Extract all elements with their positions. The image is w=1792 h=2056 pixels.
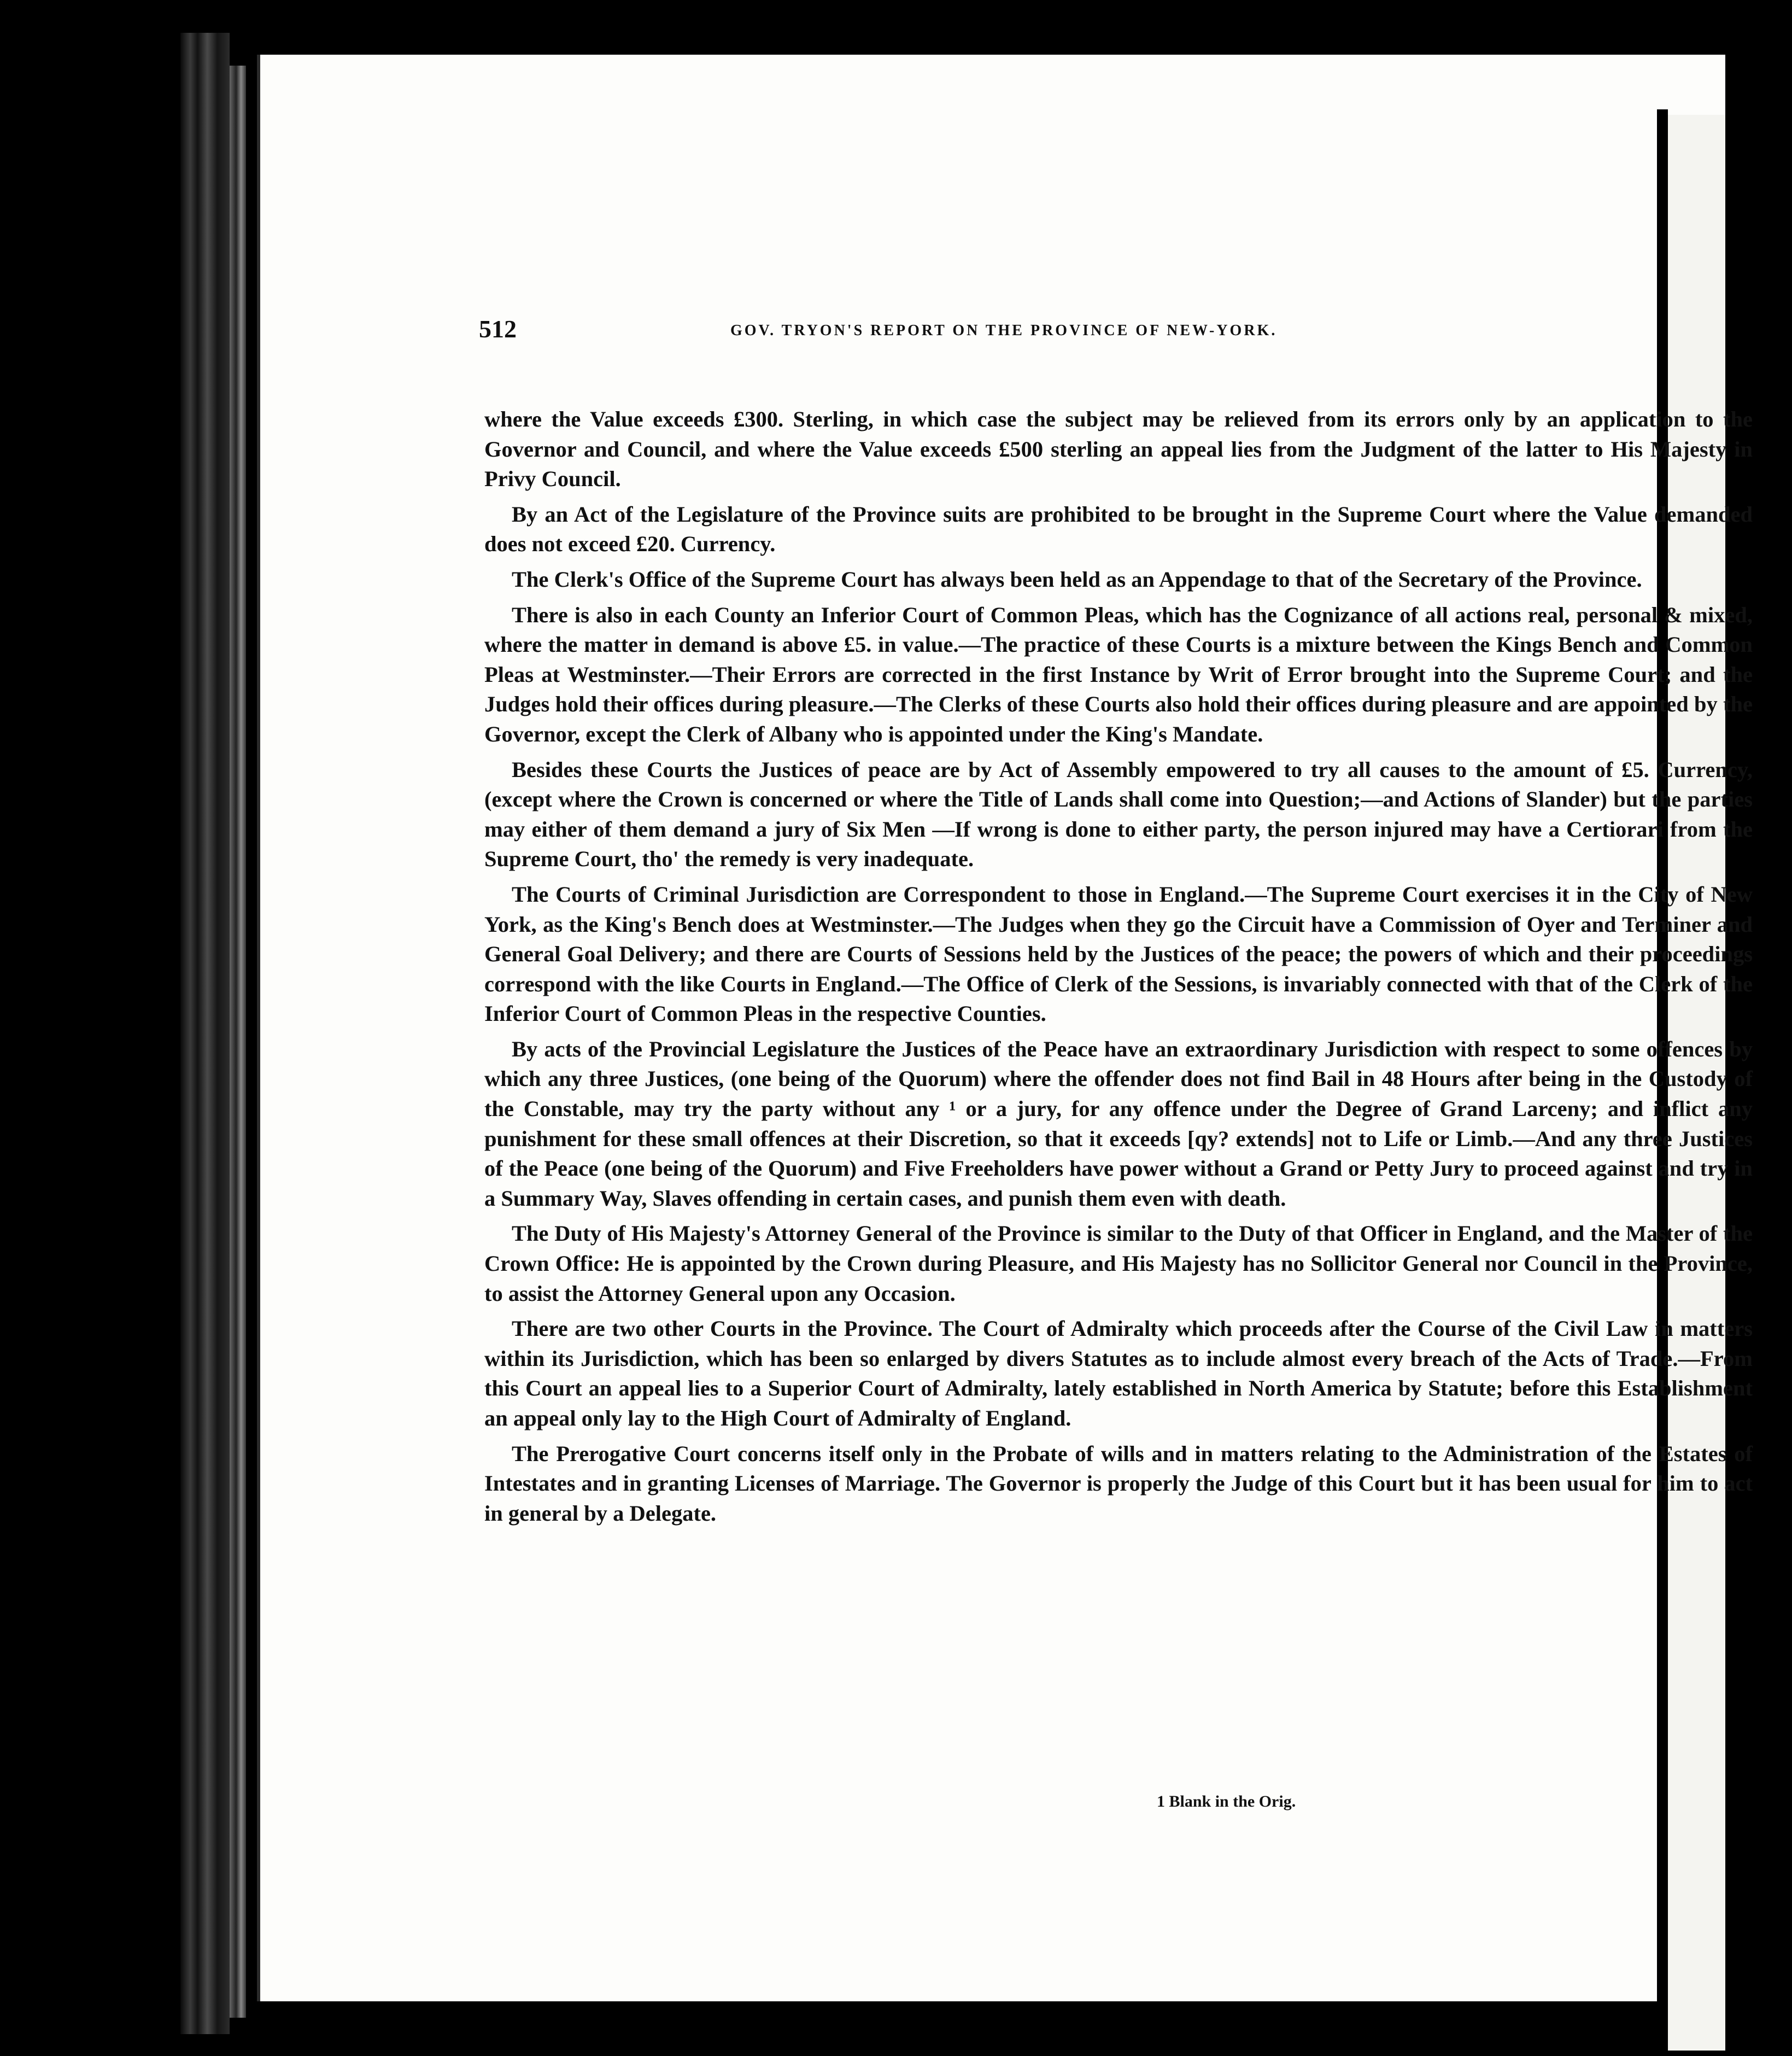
paragraph: The Duty of His Majesty's Attorney General of the Province is similar to the Duty of that Officer in England, and the Master of the Crown Office: He is appointed by the Crown during Pleasure, and His Majesty has no Sollicitor General nor Council in the Province, to assist the Attorney General upon any Occasion. <box>484 1221 1753 1306</box>
running-head: GOV. TRYON'S REPORT ON THE PROVINCE OF NEW-YORK. <box>730 322 1278 339</box>
footnote: 1 Blank in the Orig. <box>1157 1792 1296 1810</box>
paragraph: By acts of the Provincial Legislature the Justices of the Peace have an extraordinary Jurisdiction with respect to some offences by which any three Justices, (one being of the Quorum) where the offender does not find Bail in 48 Hours after being in the Custody of the Constable, may try the party without any ¹ or a jury, for any offence under the Degree of Grand Larceny; and inflict any punishment for these small offences at their Discretion, so that it exceeds [qy? extends] not to Life or Limb.—And any three Justices of the Peace (one being of the Quorum) and Five Freeholders have power without a Grand or Petty Jury to proceed against and try in a Summary Way, Slaves offending in certain cases, and punish them even with death. <box>484 1036 1753 1211</box>
paragraph: The Courts of Criminal Jurisdiction are Correspondent to those in England.—The Supreme Court exercises it in the City of New York, as the King's Bench does at Westminster.—The Judges when they go the Circuit have a Commission of Oyer and Terminer and General Goal Delivery; and there are Courts of Sessions held by the Justices of the peace; the powers of which and their proceedings correspond with the like Courts in England.—The Office of Clerk of the Sessions, is invariably connected with that of the Clerk of the Inferior Court of Common Pleas in the respective Counties. <box>484 881 1753 1026</box>
body-text <box>484 405 1753 1534</box>
paragraph: where the Value exceeds £300. Sterling, in which case the subject may be relieved from its errors only by an application to the Governor and Council, and where the Value exceeds £500 sterling an appeal lies from the Judgment of the latter to His Majesty in Privy Council. <box>484 407 1753 492</box>
paragraph: There are two other Courts in the Province. The Court of Admiralty which proceeds after the Course of the Civil Law in matters within its Jurisdiction, which has been so enlarged by divers Statutes as to include almost every breach of the Acts of Trade.—From this Court an appeal lies to a Superior Court of Admiralty, lately established in North America by Statute; before this Establishment an appeal only lay to the High Court of Admiralty of England. <box>484 1316 1753 1430</box>
book-binding-edge <box>230 66 246 2018</box>
paragraph: Besides these Courts the Justices of peace are by Act of Assembly empowered to try all causes to the amount of £5. Currency, (except where the Crown is concerned or where the Title of Lands shall come into Question;—and Actions of Slander) but the parties may either of them demand a jury of Six Men —If wrong is done to either party, the person injured may have a Certiorari from the Supreme Court, tho' the remedy is very inadequate. <box>484 757 1753 872</box>
paragraph: By an Act of the Legislature of the Province suits are prohibited to be brought in the Supreme Court where the Value demanded does not exceed £20. Currency. <box>484 501 1753 557</box>
paragraph: There is also in each County an Inferior Court of Common Pleas, which has the Cognizance of all actions real, personal & mixed, where the matter in demand is above £5. in value.—The practice of these Courts is a mixture between the Kings Bench and Common Pleas at Westminster.—Their Errors are corrected in the first Instance by Writ of Error brought into the Supreme Court; and the Judges hold their offices during pleasure.—The Clerks of these Courts also hold their offices during pleasure and are appointed by the Governor, except the Clerk of Albany who is appointed under the King's Mandate. <box>484 602 1753 746</box>
paragraph: The Clerk's Office of the Supreme Court has always been held as an Appendage to that of the Secretary of the Province. <box>512 566 1642 592</box>
paragraph: The Prerogative Court concerns itself only in the Probate of wills and in matters relating to the Administration of the Estates of Intestates and in granting Licenses of Marriage. The Governor is properly the Judge of this Court but it has been usual for him to act in general by a Delegate. <box>484 1441 1753 1526</box>
book-binding <box>180 33 230 2034</box>
page-header <box>479 314 1753 347</box>
page-number: 512 <box>479 315 517 343</box>
book-page <box>257 55 1753 2001</box>
